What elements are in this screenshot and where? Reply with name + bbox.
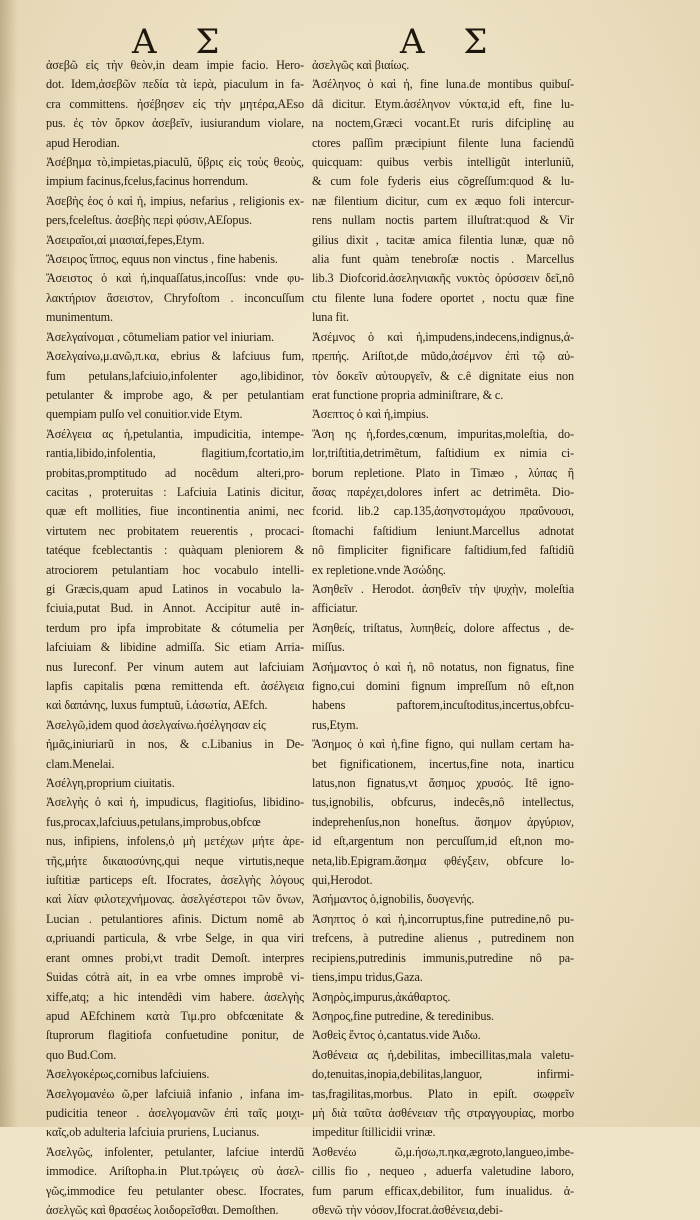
text-line: nus Iureconf. Per vinum autem aut lafciuiam bbox=[46, 659, 304, 674]
text-line: καὶ δαπάνης, luxus fumptuũ, ἱ.ἀσωτία, AEfch. bbox=[46, 698, 268, 713]
text-line: Ἀσέληνος ὁ καὶ ἡ, fine luna.de montibus quibuſ- bbox=[312, 77, 574, 92]
text-line: καῖς,ob adulteria lafciuia pruriens, Lucianus. bbox=[46, 1125, 260, 1140]
text-line: quo Bud.Com. bbox=[46, 1047, 117, 1062]
text-line: Ἀσήμαντος ὁ,ignobilis, δυσγενής. bbox=[312, 892, 475, 907]
text-line: Ἀσέμνος ὁ καὶ ἡ,impudens,indecens,indignus,ἀ- bbox=[312, 329, 574, 344]
text-line: ex repletione.vnde Ἀσώδης. bbox=[312, 562, 446, 577]
text-line: terdum pro ipfa improbitate & cótumelia per bbox=[46, 620, 304, 635]
text-line: Ἀσελγομανέω ῶ,per lafciuiâ infanio , infana im- bbox=[46, 1086, 304, 1101]
text-line: erat functione propria adminiſtrare, & c. bbox=[312, 387, 504, 402]
text-line: ſtomachi faſtidium leniunt.Marcellus adnotat bbox=[312, 523, 574, 538]
text-line: Ἄση ης ἡ,fordes,cœnum, impuritas,moleſtia, do- bbox=[312, 426, 574, 441]
text-line: Ἀσηρος,fine putredine, & teredinibus. bbox=[312, 1008, 494, 1023]
text-line: bet fignificationem, incertus,fine nota, inarticu bbox=[312, 756, 574, 771]
text-line: Ἀσελγὴς ὁ καὶ ἡ, impudicus, flagitioſus, libidino- bbox=[46, 795, 304, 810]
text-line: apud Herodian. bbox=[46, 135, 120, 150]
text-line: pudicitia teneor . ἀσελγομανῶν ἐπὶ ταῖς μοιχι- bbox=[46, 1105, 304, 1120]
text-line: Ἀσελγαίνω,μ.ανῶ,π.κα, ebrius & lafciuus fum, bbox=[46, 349, 304, 364]
text-line: Suidas cótrà ait, in ea vrbe omnes improbê vi- bbox=[46, 970, 304, 985]
text-line: ctu filente luna fodere oportet , noctu quæ fine bbox=[312, 290, 574, 305]
text-line: Ἀσηθείς, triſtatus, λυπηθείς, dolore affectus , de- bbox=[312, 620, 574, 635]
text-line: ἡμᾶς,iniuriarũ in nos, & c.Libanius in De- bbox=[46, 737, 304, 752]
text-line: Ἀσθενέω ῶ,μ.ήσω,π.ηκα,ægroto,langueo,imbe- bbox=[312, 1144, 574, 1159]
text-line: gilius dixit , tacitæ amica filentia lunæ, quæ nô bbox=[312, 232, 574, 247]
text-line: λακτήριον ἄσειστον, Chryfoſtom . inconcuſſum bbox=[46, 290, 304, 305]
text-line: pus. ἐς τὸν ὅρκον ἀσεβεῖν, iusiurandum violare, bbox=[46, 116, 304, 131]
text-line: quempiam pulſo vel conuitior.vide Etym. bbox=[46, 407, 243, 422]
text-line: afficiatur. bbox=[312, 601, 358, 616]
text-line: miſſus. bbox=[312, 640, 345, 655]
text-line: tas,fragilitas,morbus. Plato in epiſt. σωφρεῖν bbox=[312, 1086, 574, 1101]
text-line: probitas,promptitudo ad nocêdum alteri,pro- bbox=[46, 465, 304, 480]
text-line: fus,procax,lafciuus,petulans,improbus,obfcœ bbox=[46, 814, 261, 829]
text-line: α,priuandi particula, & vrbe Selge, in qua viri bbox=[46, 931, 304, 946]
text-line: næ filentium dicitur, cum ex æquo foli intercur- bbox=[312, 193, 574, 208]
text-line: apud AEfchinem κατὰ Τιμ.pro obfcœnitate & bbox=[46, 1008, 304, 1023]
text-line: nô fimpliciter fignificare faſtidium,fed faſtidiũ bbox=[312, 543, 574, 558]
text-line: dot. Idem,ἀσεβῶν πεδία τὰ ἱερὰ, piaculum in fa- bbox=[46, 77, 304, 92]
text-line: Ἄσειρος ἵππος, equus non vinctus , fine habenis. bbox=[46, 252, 278, 267]
text-line: alia funt quàm tenebroſæ noctis . Marcellus bbox=[312, 252, 574, 267]
text-line: fcorid. lib.2 cap.135,ἀσηνστομάχου πραΰνουσι, bbox=[312, 504, 574, 519]
text-line: cra committens. ἠσέβησεν εἰς τὴν μητέρα,AEso bbox=[46, 96, 304, 111]
text-line: καὶ λίαν φιλοτεχνήμονας. ἀσελγέστεροι τῶν ὄνων, bbox=[46, 892, 304, 907]
text-line: Ἀσεβὴς ἑος ὁ καὶ ἡ, impius, nefarius , religionis ex- bbox=[46, 193, 304, 208]
text-line: μὴ διὰ ταῦτα ἀσθένειαν τῆς στραγγουρίας, morbo bbox=[312, 1105, 574, 1120]
text-line: xiffe,atq; a hic intendêdi vim habere. ἀσελγὴς bbox=[46, 989, 304, 1004]
text-line: rens nullam noctis partem illuſtrat:quod & Vir bbox=[312, 213, 574, 228]
text-line: Ἄσημος ὁ καὶ ἡ,fine figno, qui nullam certam ha- bbox=[312, 737, 574, 752]
text-line: neta,lib.Epigram.ἄσημα φθέγξειν, obfcure lo- bbox=[312, 853, 574, 868]
text-line: Ἀσελγαίνομαι , côtumeliam patior vel iniuriam. bbox=[46, 329, 275, 344]
text-line: Ἀσέλγη,proprium ciuitatis. bbox=[46, 776, 175, 791]
text-line: Ἀσηθεῖν . Herodot. ἀσηθεῖν τὴν ψυχὴν, moleſtia bbox=[312, 581, 574, 596]
text-line: virtutem nec probitatem reuerentis , procaci- bbox=[46, 523, 304, 538]
text-line: gi Græcis,quam apud Latinos in vocabulo la- bbox=[46, 581, 304, 596]
text-line: fum parum efficax,debilitor, fum inualidus. ἀ- bbox=[312, 1183, 574, 1198]
text-line: lor,triſtitia,detrimẽtum, faſtidium ex nimia ci- bbox=[312, 446, 574, 461]
text-line: erant omnes probi,vt tradit Demoſt. interpres bbox=[46, 950, 304, 965]
text-line: & cum fole fyderis eius cõgreſſum:quod & lu- bbox=[312, 174, 574, 189]
text-line: habens paftorem,incuſtoditus,incertus,obfcu- bbox=[312, 698, 574, 713]
text-line: impium facinus,fcelus,facinus horrendum. bbox=[46, 174, 249, 189]
text-line: petulanter & improbe ago, & per petulantiam bbox=[46, 387, 304, 402]
text-line: ἀσελγῶς καὶ βιαίως. bbox=[312, 58, 410, 72]
text-line: ἀσελγῶς καὶ θρασέως λοιδορεῖσθαι. Demoſthen. bbox=[46, 1202, 279, 1217]
text-line: Ἀσήμαντος ὁ καὶ ἡ, nô notatus, non fignatus, fine bbox=[312, 659, 574, 674]
text-line: do,tenuitas,inopia,debilitas,languor, infirmi- bbox=[312, 1067, 574, 1082]
running-head-right: Α Σ bbox=[400, 22, 502, 62]
right-column bbox=[312, 56, 574, 1220]
text-line: cacitas , proteruitas : Lafciuia Latinis dicitur, bbox=[46, 484, 304, 499]
text-line: trefcens, à putredine alienus , putredinem non bbox=[312, 931, 574, 946]
text-line: nus, infipiens, infolens,ὁ μὴ μετέχων μήτε ἀρε- bbox=[46, 834, 304, 849]
text-line: lib.3 Diofcorid.ἀσεληνιακῆς νυκτὸς ὀρύσσειν δεῖ,nô bbox=[312, 271, 574, 286]
text-line: τῆς,μήτε δικαιοσύνης,qui neque virtutis,neque bbox=[46, 853, 304, 868]
running-head-left: Α Σ bbox=[132, 22, 234, 62]
text-line: munimentum. bbox=[46, 310, 113, 325]
text-line: figno,cui domini fignum impreſſum nô eſt,non bbox=[312, 679, 574, 693]
text-line: fum petulans,lafciuio,infolenter ago,libidinor, bbox=[46, 368, 304, 383]
text-line: clam.Menelai. bbox=[46, 756, 115, 771]
text-line: Ἀσελγοκέρως,cornibus lafciuiens. bbox=[46, 1067, 210, 1082]
text-line: γῶς,immodice feu petulanter obesc. Ifocrates, bbox=[46, 1183, 304, 1198]
text-line: lafciuiam & libidine admiſſa. Sic etiam Arria- bbox=[46, 640, 304, 655]
text-line: Ἀσειραῖοι,αἱ μιασιαί,fepes,Etym. bbox=[46, 232, 205, 247]
text-line: luna fit. bbox=[312, 310, 350, 325]
text-line: Ἀσθεὶς ἔντος ὁ,cantatus.vide Ἀιδω. bbox=[312, 1028, 481, 1043]
text-line: ctores paſſim præcipiunt filente luna faciendũ bbox=[312, 135, 574, 150]
text-line: impeditur ſtillicidii vrinæ. bbox=[312, 1125, 436, 1140]
text-line: Ἀσελγῶ,idem quod ἀσελγαίνω.ἠσέλγησαν εἰς bbox=[46, 717, 266, 732]
text-line: Ἀσέβημα τὸ,impietas,piaculũ, ὕβρις εἰς τοὺς θεοὺς, bbox=[46, 155, 304, 170]
left-column bbox=[46, 56, 304, 1220]
text-line: immodice. Ariſtopha.in Plut.τρώγεις σὺ ἀσελ- bbox=[46, 1164, 304, 1179]
text-line: Ἀσεπτος ὁ καὶ ἡ,impius. bbox=[312, 407, 429, 422]
text-line: iuſtitiæ particeps eſt. Ifocrates, ἀσελγὴς λόγους bbox=[46, 873, 304, 888]
text-line: rantia,libido,infolentia, flagitium,fcortatio,im bbox=[46, 446, 304, 461]
text-line: ἀσεβῶ εἰς τὴν θεὸν,in deam impie facio. Hero- bbox=[46, 58, 304, 72]
text-line: id eſt,argentum non percuſſum,id eſt,non mo- bbox=[312, 834, 574, 849]
text-line: lapfis capitalis pœna remittenda eft. ἀσέλγεια bbox=[46, 679, 304, 693]
text-line: ſtuprorum flagitiofa confuetudine ponitur, de bbox=[46, 1028, 304, 1043]
text-line: rus,Etym. bbox=[312, 717, 359, 732]
text-line: Ἀσέλγεια ας ἡ,petulantia, impudicitia, intempe- bbox=[46, 426, 304, 441]
text-line: na noctem,Græci vocant.Et ruris difciplinę au bbox=[312, 116, 574, 131]
text-line: fciuia,putat Bud. in Annot. Accipitur autê in- bbox=[46, 601, 304, 616]
text-line: latus,non fignatus,vt ἄσημος χρυσός. Itê igno- bbox=[312, 776, 574, 791]
text-line: ἄσας παρέχει,dolores infert ac detrimêta. Dio- bbox=[312, 484, 574, 499]
text-line: πρεπής. Ariſtot,de mũdo,ἀσέμνον ἐπὶ τῷ αὐ- bbox=[312, 349, 574, 364]
text-line: tus,ignobilis, obfcurus, indecês,nô intellectus, bbox=[312, 795, 574, 810]
text-line: atrociorem petulantiam hoc vocabulo intelli- bbox=[46, 562, 304, 577]
text-line: quicquam: quibus verbis intelligũt interluniũ, bbox=[312, 155, 574, 170]
text-line: Ἀσθένεια ας ἡ,debilitas, imbecillitas,mala valetu- bbox=[312, 1047, 574, 1062]
text-line: indeprehenſus,non honeſtus. ἄσημον ἀργύριον, bbox=[312, 814, 574, 829]
text-line: cillis fio , nequeo , aduerfa valetudine laboro, bbox=[312, 1164, 574, 1179]
text-line: Ἀσηρὸς,impurus,ἀκάθαρτος. bbox=[312, 989, 451, 1004]
text-line: Ἀσελγῶς, infolenter, petulanter, lafciue interdũ bbox=[46, 1144, 304, 1159]
text-line: τὸν δοκεῖν αὐτουργεῖν, & c.ê dignitate eius non bbox=[312, 368, 574, 383]
text-line: tiens,impu tridus,Gaza. bbox=[312, 970, 423, 985]
text-line: recipiens,putredinis immunis,putredine nô pa- bbox=[312, 950, 574, 965]
text-line: σθενῶ τὴν νόσον,Ifocrat.ἀσθένεια,debi- bbox=[312, 1202, 503, 1217]
text-line: tatéque fceblectantis : quàquam pleniorem & bbox=[46, 543, 304, 558]
text-line: borum repletione. Plato in Timæo , λύπας ἢ bbox=[312, 465, 574, 480]
text-line: Lucian . petulantiores afinis. Dictum nomê ab bbox=[46, 911, 304, 926]
text-line: qui,Herodot. bbox=[312, 873, 373, 888]
text-line: Ἀσηπτος ὁ καὶ ἡ,incorruptus,fine putredine,nô pu- bbox=[312, 911, 574, 926]
text-line: dâ dicitur. Etym.ἀσέληνον νύκτα,id eft, fine lu- bbox=[312, 96, 574, 111]
text-line: quæ eft mollities, fiue incontinentia animi, nec bbox=[46, 504, 304, 519]
text-line: pers,fceleſtus. ἀσεβὴς περὶ φύσιν,AEſopus. bbox=[46, 213, 252, 228]
text-line: Ἄσειστος ὁ καὶ ἡ,inquaſſatus,incoſſus: vnde φυ- bbox=[46, 271, 304, 286]
